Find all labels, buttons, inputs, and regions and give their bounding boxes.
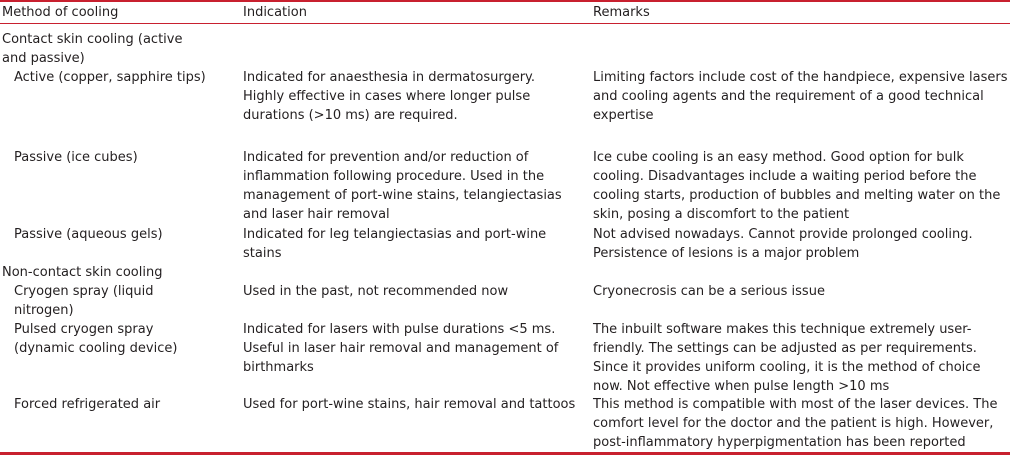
row-indication: Indicated for anaesthesia in dermatosurgery. Highly effective in cases where longer pulse durations (>10 ms) are required. [243,70,536,123]
row-remarks: Ice cube cooling is an easy method. Good option for bulk cooling. Disadvantages include a waiting period before the cooling starts, production of bubbles and melting water on the skin, posing a discomfort to the patient [593,150,1001,222]
group-title-contact: Contact skin cooling (active and passive) [2,32,183,66]
row-remarks: Limiting factors include cost of the handpiece, expensive lasers and cooling agents and the requirement of a good technical expertise [593,70,1008,123]
row-indication: Indicated for leg telangiectasias and port-wine stains [243,227,547,261]
row-method: Passive (aqueous gels) [14,227,163,242]
row-method: Forced refrigerated air [14,397,161,412]
table-header-rule [0,23,1010,24]
column-header-remarks: Remarks [593,5,650,20]
row-remarks: Cryonecrosis can be a serious issue [593,284,825,299]
row-method: Cryogen spray (liquid nitrogen) [14,284,154,318]
row-remarks: This method is compatible with most of the laser devices. The comfort level for the doctor and the patient is high. However, post-inflammatory hyperpigmentation has been reported [593,397,998,450]
table-top-rule [0,0,1010,2]
row-method: Passive (ice cubes) [14,150,138,165]
column-header-indication: Indication [243,5,307,20]
row-remarks: Not advised nowadays. Cannot provide prolonged cooling. Persistence of lesions is a major problem [593,227,973,261]
row-method: Pulsed cryogen spray (dynamic cooling device) [14,322,178,356]
table-bottom-rule [0,452,1010,455]
column-header-method: Method of cooling [2,5,119,20]
row-indication: Indicated for prevention and/or reduction of inflammation following procedure. Used in the management of port-wine stains, telangiectasias and laser hair removal [243,150,562,222]
row-remarks: The inbuilt software makes this technique extremely user-friendly. The settings can be adjusted as per requirements. Since it provides uniform cooling, it is the method of choice now. Not effective when pulse length >10 ms [593,322,981,394]
group-title-non-contact: Non-contact skin cooling [2,265,163,280]
row-indication: Used in the past, not recommended now [243,284,509,299]
row-indication: Indicated for lasers with pulse durations <5 ms. Useful in laser hair removal and management of birthmarks [243,322,559,375]
row-indication: Used for port-wine stains, hair removal and tattoos [243,397,576,412]
row-method: Active (copper, sapphire tips) [14,70,206,85]
